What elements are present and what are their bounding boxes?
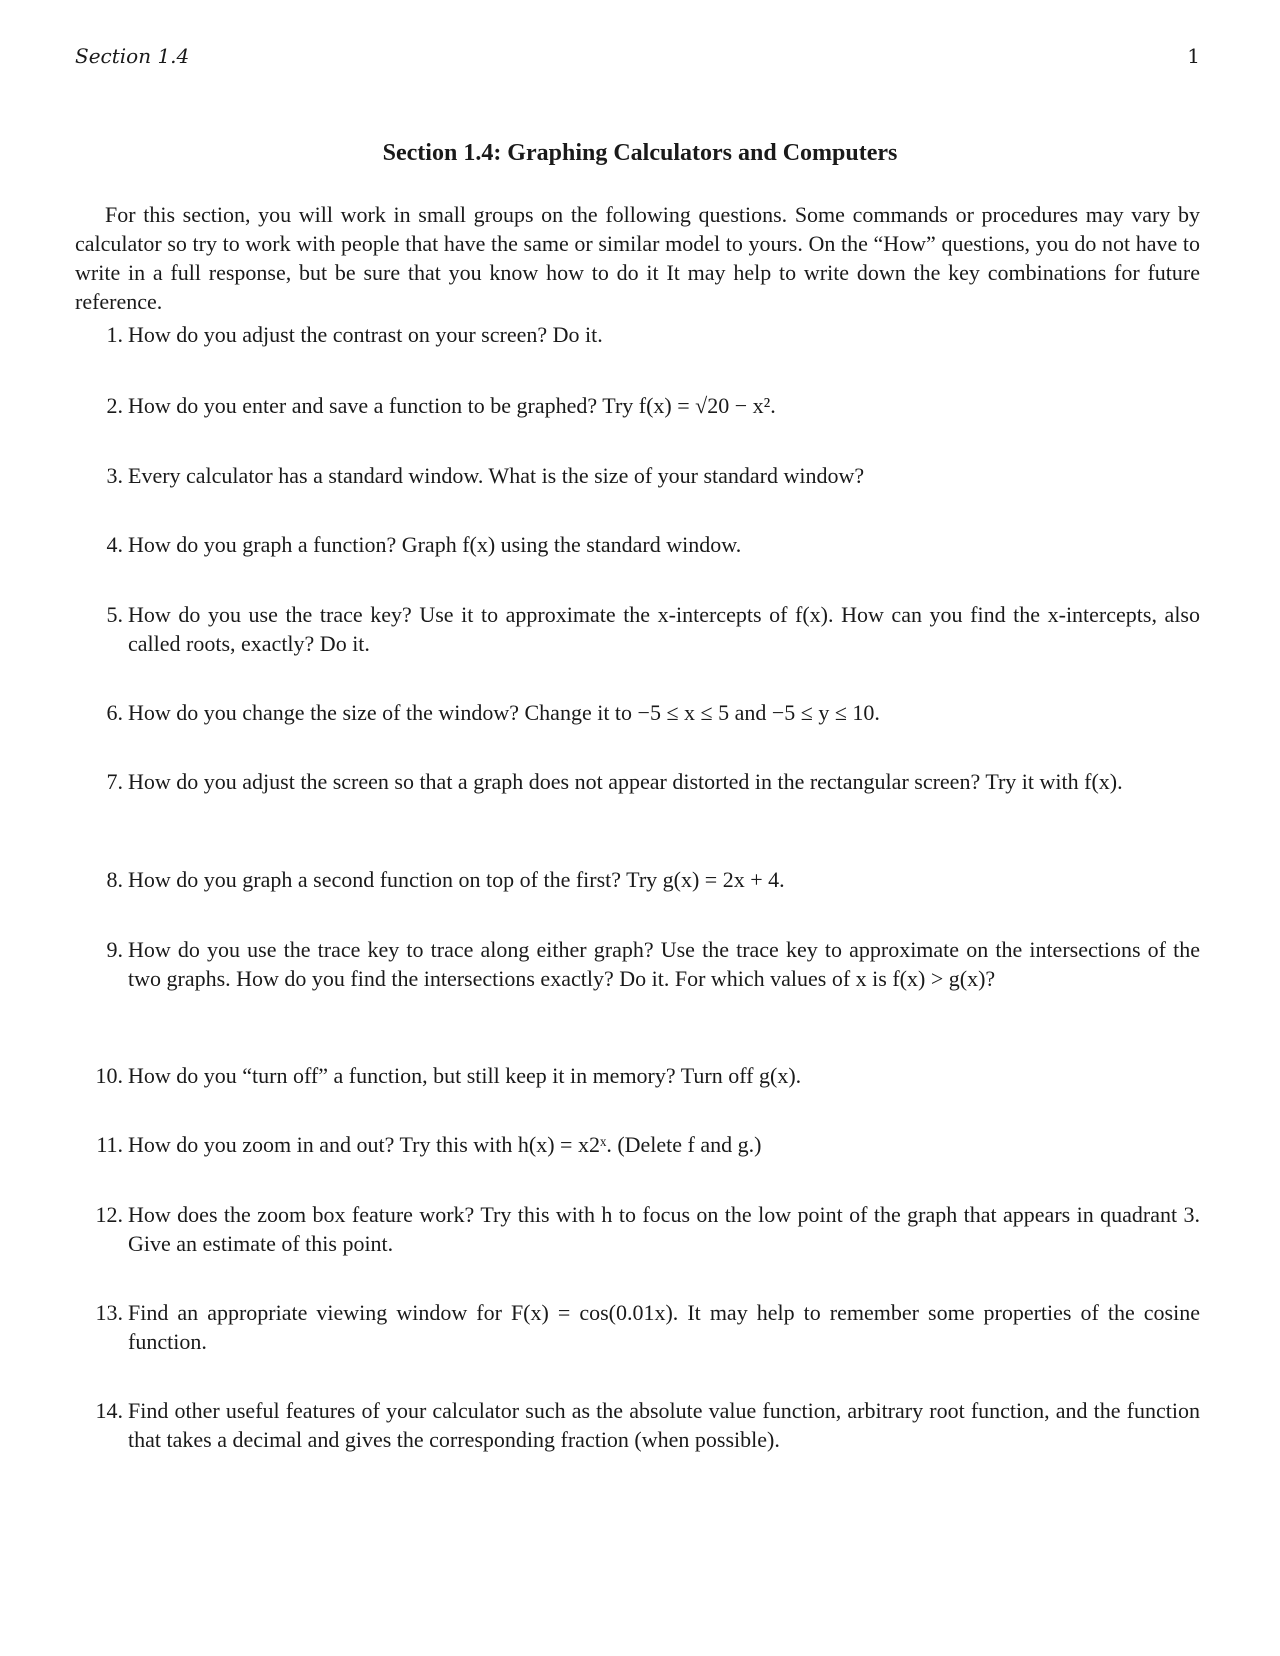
page-number: 1 xyxy=(1187,44,1200,68)
question-14 xyxy=(75,1396,1200,1454)
question-2 xyxy=(75,391,1200,420)
question-number: 7. xyxy=(106,769,123,794)
question-text: How do you “turn off” a function, but still keep it in memory? Turn off g(x). xyxy=(128,1063,802,1088)
question-13 xyxy=(75,1298,1200,1356)
question-number: 2. xyxy=(106,393,123,418)
question-number: 4. xyxy=(106,532,123,557)
question-text: How do you graph a second function on top of the first? Try g(x) = 2x + 4. xyxy=(128,867,785,892)
running-header xyxy=(75,44,1200,68)
question-number: 9. xyxy=(106,937,123,962)
question-number: 6. xyxy=(106,700,123,725)
question-9 xyxy=(75,935,1200,993)
question-4 xyxy=(75,530,1200,559)
question-text: How do you adjust the contrast on your screen? Do it. xyxy=(128,322,603,347)
question-text: How do you use the trace key to trace along either graph? Use the trace key to approximate on the intersections of the two graphs. How do you find the intersections exactly? Do it. For which values of x is f(x) > g(x)? xyxy=(128,937,1200,991)
question-text: How do you enter and save a function to be graphed? Try f(x) = √20 − x². xyxy=(128,393,776,418)
question-7 xyxy=(75,767,1200,796)
question-10 xyxy=(75,1061,1200,1090)
question-text: How do you use the trace key? Use it to approximate the x-intercepts of f(x). How can you find the x-intercepts, also called roots, exactly? Do it. xyxy=(128,602,1200,656)
page-title: Section 1.4: Graphing Calculators and Computers xyxy=(382,140,898,166)
question-number: 13. xyxy=(95,1300,123,1325)
question-text: Every calculator has a standard window. What is the size of your standard window? xyxy=(128,463,865,488)
question-3 xyxy=(75,461,1200,490)
question-number: 1. xyxy=(106,322,123,347)
question-12 xyxy=(75,1200,1200,1258)
question-6 xyxy=(75,698,1200,727)
question-number: 3. xyxy=(106,463,123,488)
question-number: 11. xyxy=(96,1132,123,1157)
question-8 xyxy=(75,865,1200,894)
question-text: Find an appropriate viewing window for F(x) = cos(0.01x). It may help to remember some properties of the cosine function. xyxy=(128,1300,1200,1354)
question-number: 10. xyxy=(95,1063,123,1088)
question-number: 14. xyxy=(95,1398,123,1423)
question-text: How does the zoom box feature work? Try this with h to focus on the low point of the graph that appears in quadrant 3. Give an estimate of this point. xyxy=(128,1202,1200,1256)
question-5 xyxy=(75,600,1200,658)
question-number: 12. xyxy=(95,1202,123,1227)
intro-paragraph: For this section, you will work in small groups on the following questions. Some commands or procedures may vary by calculator so try to work with people that have the same or similar model to yours. On the “How” questions, you do not have to write in a full response, but be sure that you know how to do it It may help to write down the key combinations for future reference. xyxy=(75,202,1200,314)
question-text: How do you zoom in and out? Try this with h(x) = x2ˣ. (Delete f and g.) xyxy=(128,1132,762,1157)
question-11 xyxy=(75,1130,1200,1159)
question-text: Find other useful features of your calculator such as the absolute value function, arbitrary root function, and the function that takes a decimal and gives the corresponding fraction (when possible). xyxy=(128,1398,1200,1452)
question-number: 5. xyxy=(106,602,123,627)
question-number: 8. xyxy=(106,867,123,892)
section-label: Section 1.4 xyxy=(75,44,190,68)
question-text: How do you change the size of the window? Change it to −5 ≤ x ≤ 5 and −5 ≤ y ≤ 10. xyxy=(128,700,880,725)
question-1 xyxy=(75,320,1200,349)
question-text: How do you graph a function? Graph f(x) using the standard window. xyxy=(128,532,742,557)
question-text: How do you adjust the screen so that a graph does not appear distorted in the rectangular screen? Try it with f(x). xyxy=(128,769,1123,794)
